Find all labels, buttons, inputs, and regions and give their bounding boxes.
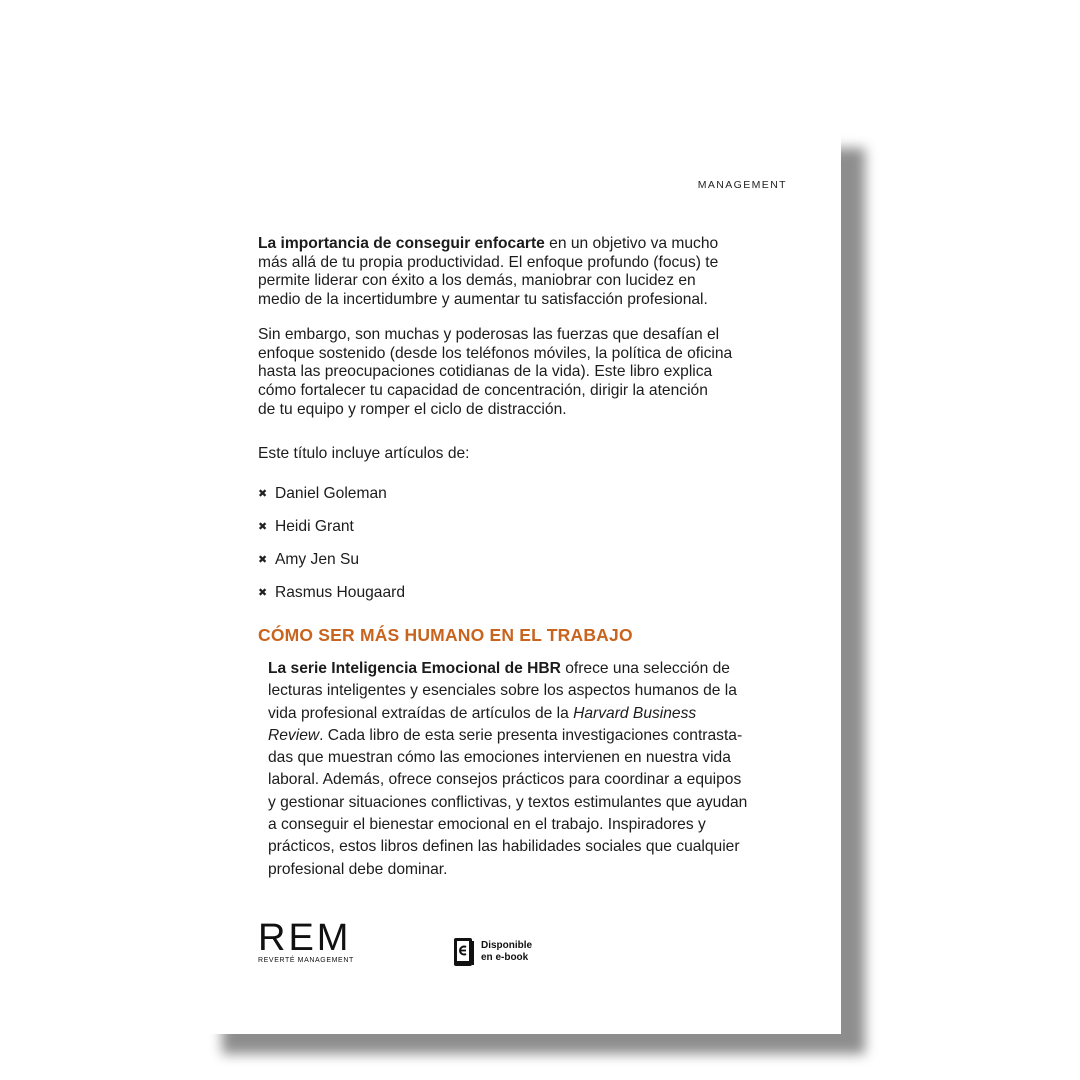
intro-line1: en un objetivo va mucho: [544, 235, 719, 252]
p2-line: hasta las preocupaciones cotidianas de la vida). Este libro explica: [258, 363, 713, 381]
ebook-badge: [453, 937, 532, 967]
series-line9: prácticos, estos libros definen las habilidades sociales que cualquier: [268, 838, 740, 856]
bullet-icon: ✖: [258, 586, 268, 599]
series-description: [268, 658, 808, 881]
list-item: [258, 543, 405, 576]
series-italic-review: Review: [268, 726, 320, 744]
author-name: Amy Jen Su: [275, 550, 360, 568]
bullet-icon: ✖: [258, 520, 268, 533]
p2-line: de tu equipo y romper el ciclo de distracción.: [258, 400, 567, 418]
p2-line: Sin embargo, son muchas y poderosas las fuerzas que desafían el: [258, 326, 720, 343]
p2-line: cómo fortalecer tu capacidad de concentración, dirigir la atención: [258, 382, 708, 400]
authors-list: [258, 477, 405, 609]
bullet-icon: ✖: [258, 487, 268, 500]
ebook-icon: [453, 937, 475, 967]
category-label: MANAGEMENT: [697, 179, 787, 191]
author-name: Rasmus Hougaard: [275, 583, 406, 601]
ebook-label: [481, 940, 532, 964]
series-line7: y gestionar situaciones conflictivas, y textos estimulantes que ayudan: [268, 793, 748, 811]
series-line1: ofrece una selección de: [560, 660, 730, 677]
ebook-line2: en e-book: [481, 952, 529, 963]
intro-bold-lead: La importancia de conseguir enfocarte: [258, 235, 545, 252]
series-italic-hbr: Harvard Business: [573, 704, 697, 722]
list-item: [258, 510, 405, 543]
series-title: CÓMO SER MÁS HUMANO EN EL TRABAJO: [258, 625, 633, 645]
second-paragraph: [258, 326, 793, 420]
author-name: Heidi Grant: [275, 517, 354, 535]
list-item: [258, 477, 405, 510]
publisher-logo: [258, 917, 354, 964]
publisher-logo-word: REM: [258, 917, 352, 959]
authors-intro: Este título incluye artículos de:: [258, 445, 470, 462]
series-line5: das que muestran cómo las emociones intervienen en nuestra vida: [268, 749, 731, 767]
series-bold-lead: La serie Inteligencia Emocional de HBR: [268, 660, 561, 677]
intro-line3: permite liderar con éxito a los demás, maniobrar con lucidez en: [258, 272, 696, 290]
series-line6: laboral. Además, ofrece consejos prácticos para coordinar a equipos: [268, 771, 742, 789]
series-line8: a conseguir el bienestar emocional en el trabajo. Inspiradores y: [268, 816, 706, 834]
series-line10: profesional debe dominar.: [268, 860, 448, 878]
list-item: [258, 576, 405, 609]
publisher-logo-subtitle: REVERTÉ MANAGEMENT: [258, 957, 354, 964]
intro-line2: más allá de tu propia productividad. El enfoque profundo (focus) te: [258, 253, 719, 271]
p2-line: enfoque sostenido (desde los teléfonos móviles, la política de oficina: [258, 344, 733, 362]
series-line4: . Cada libro de esta serie presenta investigaciones contrasta-: [319, 726, 743, 744]
bullet-icon: ✖: [258, 553, 268, 566]
author-name: Daniel Goleman: [275, 484, 387, 502]
series-line3: vida profesional extraídas de artículos de la: [268, 704, 574, 722]
ebook-line1: Disponible: [481, 940, 533, 951]
series-line2: lecturas inteligentes y esenciales sobre los aspectos humanos de la: [268, 682, 737, 700]
intro-line4: medio de la incertidumbre y aumentar tu satisfacción profesional.: [258, 291, 708, 309]
intro-paragraph: [258, 235, 793, 310]
book-back-cover: [208, 132, 841, 1034]
